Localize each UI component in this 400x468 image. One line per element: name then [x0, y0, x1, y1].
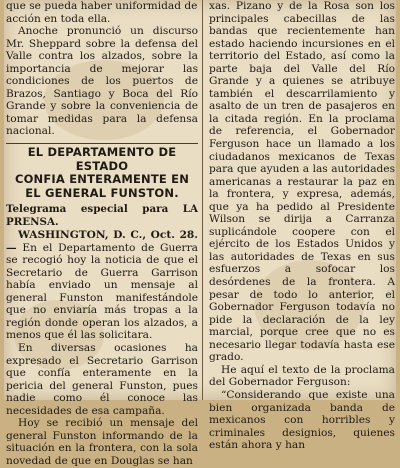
headline-line-3: EL GENERAL FUNSTON. — [25, 185, 179, 200]
paragraph-1-text: En el Departamento de Guerra se recogió hoy la noticia de que el Secretario de Guerra Garrison había enviado un mensaje al general Funston manifestándole que no enviaría más tropas a la región donde operan los alzados, a menos que él las solicitara. — [6, 241, 198, 342]
newspaper-clipping — [4, 0, 396, 467]
headline-line-1: EL DEPARTAMENTO DE ESTADO — [6, 143, 198, 173]
left-column — [6, 0, 198, 467]
dateline: WASHINGTON, D. C., Oct. 28.— — [6, 229, 198, 254]
paragraph-3: Hoy se recibió un mensaje del general Funston informando de la situación en la frontera, con la sola novedad de que en Douglas se han — [6, 417, 198, 467]
paragraph-b: He aquí el texto de la proclama del Gobernador Ferguson: — [209, 363, 395, 389]
lead-line-1: que se pueda haber uniformidad de — [6, 0, 198, 12]
column-divider — [202, 0, 203, 400]
paragraph-c: “Considerando que existe una bien organizada banda de mexicanos con horribles y criminales designios, quienes están ahora y han — [209, 388, 395, 452]
paragraph-2: En diversas ocasiones ha expresado el Secretario Garrison que confía enteramente en la pericia del general Funston, pues nadie como él conoce las necesidades de esa campaña. — [6, 342, 198, 417]
lead-line-2: acción en toda ella. — [6, 12, 111, 25]
paragraph-sheppard-speech: Anoche pronunció un discurso Mr. Sheppard sobre la defensa del Valle contra los alzados, sobre la importancia de mejorar las condiciones de los puertos de Brazos, Santiago y Boca del Río Grande y sobre la conveniencia de tomar medidas para la defensa nacional. — [6, 25, 198, 138]
right-column — [209, 0, 395, 452]
paragraph-a: xas. Pizano y de la Rosa son los principales cabecillas de las bandas que recientemente han estado haciendo incursiones en el territorio del Estado, así como la parte baja del Valle del Río Grande y a quienes se atribuye también el descarrilamiento y asalto de un tren de pasajeros en la citada región. En la proclama de referencia, el Gobernador Ferguson hace un llamado a los ciudadanos mexicanos de Texas para que ayuden a las autoridades americanas a restaurar la paz en la frontera, y expresa, además, que ya ha pedido al Presidente Wilson se dirija a Carranza suplicándole coopere con el ejército de los Estados Unidos y las autoridades de Texas en sus esfuerzos a sofocar los desórdenes de la frontera. A pesar de todo lo anterior, el Gobernador Ferguson todavía no pide la declaración de la ley marcial, porque cree que no es necesario llegar todavía hasta ese grado. — [209, 0, 395, 364]
headline-line-2: CONFIA ENTERAMENTE EN — [14, 172, 190, 187]
special-telegram-label: Telegrama especial para LA PRENSA. — [6, 203, 198, 228]
paragraph-1 — [6, 229, 198, 342]
